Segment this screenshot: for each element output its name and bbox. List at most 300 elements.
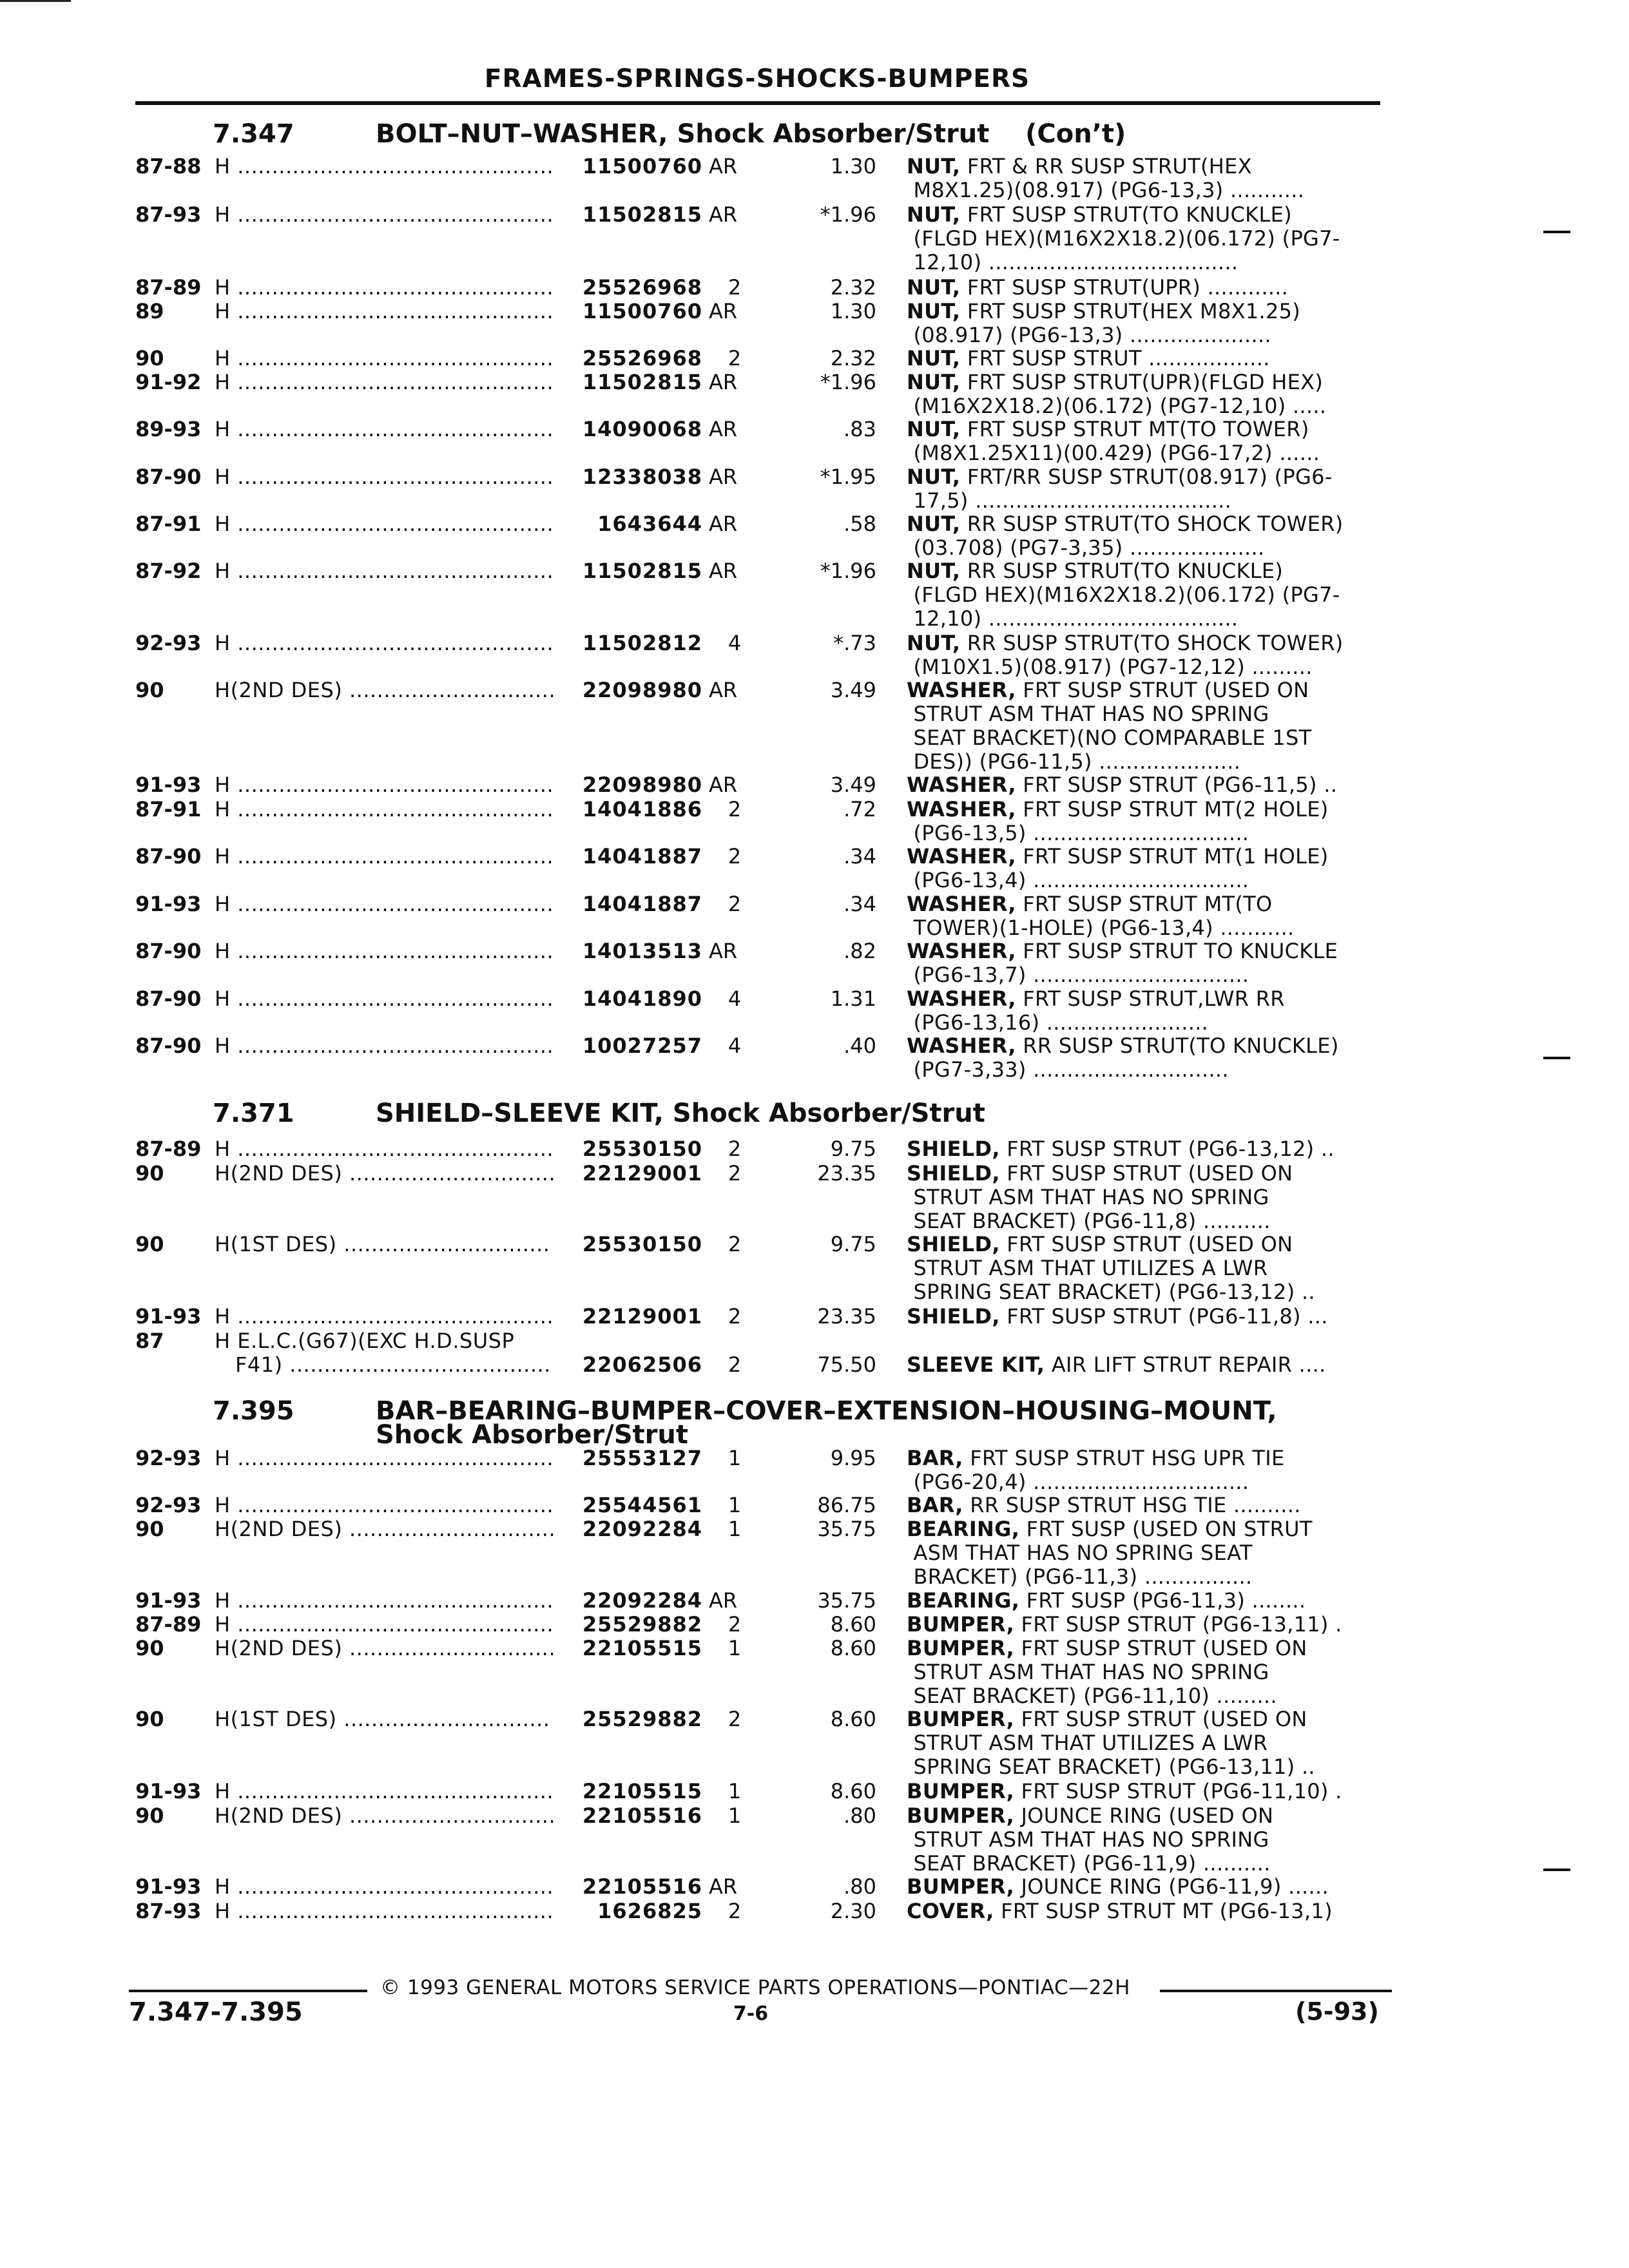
- price: *1.96: [820, 370, 876, 394]
- part-keyword: NUT,: [907, 299, 961, 323]
- description-line: SEAT BRACKET) (PG6-11,10) .........: [913, 1684, 1277, 1708]
- quantity: AR: [709, 1588, 738, 1613]
- part-description: [907, 1494, 1383, 1517]
- part-number: 22062506: [582, 1352, 702, 1377]
- quantity: AR: [709, 370, 738, 394]
- model-years: 87-93: [135, 1899, 202, 1923]
- description-line: (FLGD HEX)(M16X2X18.2)(06.172) (PG7-: [913, 226, 1340, 251]
- model-description: [215, 892, 564, 916]
- description-line: RR SUSP STRUT(TO KNUCKLE): [1023, 1033, 1339, 1058]
- part-keyword: WASHER,: [907, 844, 1016, 869]
- description-line: SEAT BRACKET) (PG6-11,8) ..........: [913, 1209, 1271, 1233]
- description-line: H E.L.C.(G67)(EXC H.D.SUSP: [215, 1329, 515, 1353]
- model-description: [215, 1233, 564, 1256]
- model-years: 87-90: [135, 1033, 202, 1058]
- description-line: H ..............................................: [215, 276, 554, 300]
- part-number: 25529882: [582, 1707, 702, 1731]
- part-keyword: NUT,: [907, 202, 961, 227]
- description-line: FRT SUSP STRUT ..................: [967, 346, 1270, 370]
- description-line: (03.708) (PG7-3,35) ....................: [913, 535, 1265, 560]
- description-line: H ..............................................: [215, 631, 554, 655]
- part-description: [907, 845, 1383, 892]
- description-line: (PG6-13,16) ........................: [913, 1010, 1209, 1035]
- part-keyword: WASHER,: [907, 797, 1016, 822]
- part-number: 22092284: [582, 1517, 702, 1541]
- model-description: [215, 939, 564, 963]
- section-title: BOLT–NUT–WASHER, Shock Absorber/Strut (Con’t): [376, 119, 1126, 149]
- model-years: 91-93: [135, 1874, 202, 1899]
- price: 1.31: [830, 986, 876, 1011]
- part-description: [907, 892, 1383, 940]
- quantity: 1: [728, 1517, 742, 1541]
- section-number: 7.347: [213, 119, 294, 149]
- model-years: 91-93: [135, 773, 202, 797]
- quantity: 2: [728, 1304, 742, 1329]
- description-line: H(2ND DES) ..............................: [215, 1637, 556, 1660]
- description-line: FRT SUSP STRUT(UPR) ............: [967, 275, 1289, 300]
- description-line: H ..............................................: [215, 845, 554, 869]
- part-description: [907, 678, 1383, 774]
- part-keyword: WASHER,: [907, 892, 1016, 916]
- description-line: FRT SUSP STRUT (PG6-11,10) .: [1021, 1779, 1342, 1803]
- description-line: H ..............................................: [215, 559, 554, 583]
- price: 8.60: [830, 1612, 876, 1637]
- model-years: 87-92: [135, 559, 202, 583]
- model-years: 91-93: [135, 1304, 202, 1329]
- description-line: FRT SUSP STRUT HSG UPR TIE: [970, 1446, 1285, 1470]
- description-line: FRT/RR SUSP STRUT(08.917) (PG6-: [967, 465, 1333, 489]
- price: 8.60: [830, 1779, 876, 1803]
- description-line: FRT SUSP STRUT,LWR RR: [1023, 986, 1285, 1011]
- quantity: 2: [728, 1161, 742, 1186]
- margin-tick: [1543, 1057, 1570, 1059]
- quantity: 2: [728, 1899, 742, 1923]
- price: .34: [843, 892, 876, 916]
- price: 3.49: [830, 773, 876, 797]
- part-keyword: BAR,: [907, 1493, 963, 1517]
- description-line: H ..............................................: [215, 1589, 554, 1613]
- part-keyword: NUT,: [907, 370, 961, 394]
- part-description: [907, 1637, 1383, 1708]
- price: 2.32: [830, 275, 876, 300]
- part-number: 22105516: [582, 1803, 702, 1828]
- quantity: AR: [709, 465, 738, 489]
- part-description: [907, 1517, 1383, 1589]
- description-line: (PG6-20,4) ................................: [913, 1470, 1249, 1494]
- quantity: 1: [728, 1493, 742, 1517]
- part-description: [907, 347, 1383, 370]
- part-number: 11500760: [582, 299, 702, 323]
- part-keyword: NUT,: [907, 346, 961, 370]
- quantity: 2: [728, 797, 742, 822]
- description-line: H ..............................................: [215, 1780, 554, 1803]
- part-description: [907, 773, 1383, 797]
- model-description: [215, 987, 564, 1011]
- model-description: [215, 798, 564, 822]
- description-line: (PG7-3,33) .............................: [913, 1057, 1229, 1082]
- quantity: AR: [709, 939, 738, 963]
- part-keyword: NUT,: [907, 559, 961, 583]
- part-keyword: NUT,: [907, 512, 961, 536]
- part-keyword: BEARING,: [907, 1517, 1020, 1541]
- part-keyword: BUMPER,: [907, 1874, 1015, 1899]
- part-description: [907, 798, 1383, 845]
- model-years: 87-90: [135, 465, 202, 489]
- part-number: 25526968: [582, 275, 702, 300]
- description-line: FRT SUSP STRUT (USED ON: [1007, 1232, 1293, 1256]
- part-number: 14041887: [582, 844, 702, 869]
- part-description: [907, 370, 1383, 418]
- model-description: [215, 1517, 564, 1541]
- model-years: 87-88: [135, 154, 202, 178]
- description-line: H ..............................................: [215, 370, 554, 394]
- part-number: 25530150: [582, 1137, 702, 1161]
- model-years: 90: [135, 1517, 164, 1541]
- part-description: [907, 512, 1383, 560]
- description-line: FRT SUSP STRUT (PG6-13,11) .: [1021, 1612, 1342, 1637]
- model-description: [215, 1899, 564, 1923]
- part-description: [907, 465, 1383, 513]
- model-description: [215, 1494, 564, 1517]
- model-years: 90: [135, 1232, 164, 1256]
- model-years: 90: [135, 678, 164, 702]
- description-line: RR SUSP STRUT(TO SHOCK TOWER): [967, 512, 1344, 536]
- quantity: 2: [728, 1612, 742, 1637]
- description-line: STRUT ASM THAT HAS NO SPRING: [913, 702, 1269, 726]
- part-description: [907, 155, 1383, 202]
- description-line: FRT & RR SUSP STRUT(HEX: [967, 154, 1252, 178]
- part-number: 11502815: [582, 370, 702, 394]
- model-description: [215, 1637, 564, 1660]
- part-description: [907, 1804, 1383, 1876]
- model-years: 92-93: [135, 1446, 202, 1470]
- description-line: 12,10) .....................................: [913, 606, 1239, 631]
- part-description: [907, 939, 1383, 987]
- quantity: 2: [728, 844, 742, 869]
- part-keyword: BUMPER,: [907, 1636, 1015, 1660]
- description-line: AIR LIFT STRUT REPAIR ....: [1051, 1352, 1326, 1377]
- quantity: 4: [728, 1033, 742, 1058]
- description-line: FRT SUSP STRUT (PG6-13,12) ..: [1007, 1137, 1335, 1161]
- description-line: FRT SUSP STRUT (PG6-11,8) ...: [1007, 1304, 1328, 1329]
- price: 9.95: [830, 1446, 876, 1470]
- description-line: H(1ST DES) ..............................: [215, 1233, 550, 1256]
- model-years: 91-93: [135, 1588, 202, 1613]
- description-line: TOWER)(1-HOLE) (PG6-13,4) ...........: [913, 916, 1295, 940]
- quantity: AR: [709, 417, 738, 441]
- footer-copyright: © 1993 GENERAL MOTORS SERVICE PARTS OPERATIONS—PONTIAC—22H: [380, 1976, 1130, 1999]
- part-number: 22105515: [582, 1636, 702, 1660]
- price: 86.75: [817, 1493, 876, 1517]
- description-line: STRUT ASM THAT HAS NO SPRING: [913, 1827, 1269, 1852]
- part-number: 11502815: [582, 202, 702, 227]
- description-line: H ..............................................: [215, 1305, 554, 1329]
- description-line: H(1ST DES) ..............................: [215, 1707, 550, 1731]
- part-number: 11502812: [582, 631, 702, 655]
- part-keyword: SHIELD,: [907, 1232, 1000, 1256]
- description-line: SEAT BRACKET) (PG6-11,9) ..........: [913, 1851, 1271, 1876]
- description-line: (M16X2X18.2)(06.172) (PG7-12,10) .....: [913, 394, 1327, 418]
- description-line: STRUT ASM THAT UTILIZES A LWR: [913, 1731, 1268, 1755]
- price: *.73: [833, 631, 876, 655]
- description-line: H ..............................................: [215, 1899, 554, 1923]
- section-subtitle: Shock Absorber/Strut: [376, 1420, 688, 1450]
- part-keyword: SHIELD,: [907, 1137, 1000, 1161]
- part-description: [907, 418, 1383, 465]
- part-number: 25553127: [582, 1446, 702, 1470]
- description-line: RR SUSP STRUT(TO SHOCK TOWER): [967, 631, 1344, 655]
- description-line: H ..............................................: [215, 1034, 554, 1058]
- model-description: [215, 1162, 564, 1186]
- part-number: 11500760: [582, 154, 702, 178]
- model-description: [215, 370, 564, 394]
- part-number: 14013513: [582, 939, 702, 963]
- price: *1.96: [820, 559, 876, 583]
- description-line: JOUNCE RING (PG6-11,9) ......: [1021, 1874, 1329, 1899]
- description-line: FRT SUSP STRUT MT(1 HOLE): [1023, 844, 1329, 869]
- model-description: [215, 631, 564, 655]
- description-line: M8X1.25)(08.917) (PG6-13,3) ...........: [913, 178, 1305, 202]
- description-line: 12,10) .....................................: [913, 250, 1239, 274]
- quantity: 2: [728, 346, 742, 370]
- price: .34: [843, 844, 876, 869]
- part-description: [907, 300, 1383, 347]
- part-description: [907, 203, 1383, 274]
- model-description: [215, 559, 564, 583]
- price: 2.30: [830, 1899, 876, 1923]
- part-keyword: WASHER,: [907, 1033, 1016, 1058]
- part-number: 14041886: [582, 797, 702, 822]
- description-line: H ..............................................: [215, 892, 554, 916]
- description-line: H ..............................................: [215, 512, 554, 536]
- description-line: FRT SUSP STRUT MT(TO TOWER): [967, 417, 1309, 441]
- model-years: 87-90: [135, 986, 202, 1011]
- description-line: (08.917) (PG6-13,3) .....................: [913, 323, 1271, 347]
- section-title: BAR–BEARING–BUMPER–COVER–EXTENSION–HOUSING–MOUNT, Shock Absorber/Strut: [376, 1396, 1277, 1450]
- description-line: H(2ND DES) ..............................: [215, 1162, 556, 1186]
- part-keyword: BEARING,: [907, 1588, 1020, 1613]
- part-keyword: NUT,: [907, 465, 961, 489]
- price: 1.30: [830, 299, 876, 323]
- model-years: 91-92: [135, 370, 202, 394]
- description-line: STRUT ASM THAT HAS NO SPRING: [913, 1660, 1269, 1684]
- price: .72: [843, 797, 876, 822]
- model-description: [215, 1613, 564, 1637]
- part-number: 10027257: [582, 1033, 702, 1058]
- part-number: 22129001: [582, 1161, 702, 1186]
- quantity: AR: [709, 678, 738, 702]
- price: .58: [843, 512, 876, 536]
- price: *1.95: [820, 465, 876, 489]
- description-line: FRT SUSP STRUT MT (PG6-13,1): [1001, 1899, 1333, 1923]
- price: 2.32: [830, 346, 876, 370]
- description-line: STRUT ASM THAT HAS NO SPRING: [913, 1185, 1269, 1209]
- part-number: 22129001: [582, 1304, 702, 1329]
- model-years: 87-91: [135, 797, 202, 822]
- description-line: (PG6-13,5) ................................: [913, 821, 1249, 845]
- model-description: [215, 1034, 564, 1058]
- description-line: H ..............................................: [215, 987, 554, 1011]
- part-keyword: BUMPER,: [907, 1779, 1015, 1803]
- description-line: FRT SUSP STRUT MT(TO: [1023, 892, 1273, 916]
- description-line: SEAT BRACKET)(NO COMPARABLE 1ST: [913, 726, 1312, 750]
- quantity: AR: [709, 202, 738, 227]
- quantity: 2: [728, 275, 742, 300]
- model-years: 87-93: [135, 202, 202, 227]
- model-years: 90: [135, 346, 164, 370]
- model-years: 87-91: [135, 512, 202, 536]
- part-keyword: WASHER,: [907, 773, 1016, 797]
- description-line: SPRING SEAT BRACKET) (PG6-13,12) ..: [913, 1280, 1315, 1304]
- part-keyword: SHIELD,: [907, 1161, 1000, 1186]
- description-line: H ..............................................: [215, 465, 554, 489]
- margin-tick: [1543, 1869, 1570, 1871]
- price: 23.35: [817, 1304, 876, 1329]
- model-years: 87-89: [135, 1137, 202, 1161]
- quantity: 2: [728, 1352, 742, 1377]
- part-keyword: NUT,: [907, 631, 961, 655]
- price: 75.50: [817, 1352, 876, 1377]
- quantity: 1: [728, 1779, 742, 1803]
- quantity: 2: [728, 892, 742, 916]
- quantity: 1: [728, 1636, 742, 1660]
- part-keyword: BUMPER,: [907, 1612, 1015, 1637]
- description-line: (PG6-13,4) ................................: [913, 868, 1249, 892]
- model-description: [215, 1137, 564, 1161]
- part-description: [907, 987, 1383, 1035]
- part-keyword: BAR,: [907, 1446, 963, 1470]
- quantity: 2: [728, 1707, 742, 1731]
- part-number: 22092284: [582, 1588, 702, 1613]
- description-line: H ..............................................: [215, 939, 554, 963]
- part-number: 25530150: [582, 1232, 702, 1256]
- description-line: FRT SUSP (PG6-11,3) ........: [1026, 1588, 1306, 1613]
- description-line: JOUNCE RING (USED ON: [1021, 1803, 1274, 1828]
- description-line: H ..............................................: [215, 1875, 554, 1899]
- model-years: 90: [135, 1161, 164, 1186]
- part-description: [907, 1780, 1383, 1803]
- part-number: 22098980: [582, 773, 702, 797]
- part-number: 14041887: [582, 892, 702, 916]
- description-line: RR SUSP STRUT HSG TIE ..........: [970, 1493, 1301, 1517]
- description-line: H ..............................................: [215, 347, 554, 370]
- model-description: [215, 203, 564, 227]
- model-years: 91-93: [135, 892, 202, 916]
- price: 1.30: [830, 154, 876, 178]
- section-note: (Con’t): [1025, 119, 1126, 149]
- description-line: FRT SUSP STRUT (USED ON: [1023, 678, 1309, 702]
- model-years: 89: [135, 299, 164, 323]
- part-number: 1626825: [597, 1899, 702, 1923]
- margin-tick: [1543, 231, 1570, 233]
- header-rule: [135, 101, 1380, 105]
- part-description: [907, 1613, 1383, 1637]
- model-description: [215, 678, 564, 702]
- price: .80: [843, 1803, 876, 1828]
- model-description: [215, 1329, 564, 1377]
- part-number: 14090068: [582, 417, 702, 441]
- model-description: [215, 1589, 564, 1613]
- model-years: 90: [135, 1803, 164, 1828]
- price: 35.75: [817, 1517, 876, 1541]
- section-number: 7.371: [213, 1099, 294, 1128]
- footer-rule: [1160, 1990, 1392, 1992]
- model-description: [215, 300, 564, 323]
- model-description: [215, 1707, 564, 1731]
- model-years: 87: [135, 1329, 164, 1353]
- part-keyword: WASHER,: [907, 678, 1016, 702]
- part-description: [907, 1589, 1383, 1613]
- part-description: [907, 1233, 1383, 1304]
- part-description: [907, 1446, 1383, 1494]
- price: 9.75: [830, 1232, 876, 1256]
- model-description: [215, 465, 564, 489]
- quantity: AR: [709, 1874, 738, 1899]
- quantity: 1: [728, 1446, 742, 1470]
- model-description: [215, 1804, 564, 1828]
- part-number: 25529882: [582, 1612, 702, 1637]
- part-description: [907, 1305, 1383, 1329]
- description-line: FRT SUSP STRUT TO KNUCKLE: [1023, 939, 1338, 963]
- description-line: H ..............................................: [215, 155, 554, 178]
- description-line: (M10X1.5)(08.917) (PG7-12,12) .........: [913, 655, 1313, 679]
- quantity: AR: [709, 154, 738, 178]
- description-line: FRT SUSP STRUT MT(2 HOLE): [1023, 797, 1329, 822]
- description-line: FRT SUSP STRUT(UPR)(FLGD HEX): [967, 370, 1324, 394]
- description-line: BRACKET) (PG6-11,3) ................: [913, 1564, 1253, 1589]
- description-line: F41) ......................................: [215, 1352, 551, 1377]
- description-line: (FLGD HEX)(M16X2X18.2)(06.172) (PG7-: [913, 582, 1340, 607]
- model-description: [215, 773, 564, 797]
- description-line: H(2ND DES) ..............................: [215, 1517, 556, 1541]
- part-number: 22098980: [582, 678, 702, 702]
- part-description: [907, 631, 1383, 679]
- description-line: (PG6-13,7) ................................: [913, 963, 1249, 987]
- description-line: H ..............................................: [215, 1446, 554, 1470]
- description-line: FRT SUSP STRUT (USED ON: [1007, 1161, 1293, 1186]
- part-keyword: WASHER,: [907, 986, 1016, 1011]
- quantity: 4: [728, 631, 742, 655]
- quantity: AR: [709, 299, 738, 323]
- model-description: [215, 1875, 564, 1899]
- section-title: SHIELD–SLEEVE KIT, Shock Absorber/Strut: [376, 1099, 985, 1128]
- part-number: 25526968: [582, 346, 702, 370]
- description-line: H(2ND DES) ..............................: [215, 1804, 556, 1828]
- model-description: [215, 1446, 564, 1470]
- part-description: [907, 1034, 1383, 1082]
- part-description: [907, 559, 1383, 631]
- part-number: 22105515: [582, 1779, 702, 1803]
- model-description: [215, 1780, 564, 1803]
- price: .83: [843, 417, 876, 441]
- part-number: 12338038: [582, 465, 702, 489]
- quantity: AR: [709, 559, 738, 583]
- price: .40: [843, 1033, 876, 1058]
- description-line: FRT SUSP STRUT(HEX M8X1.25): [967, 299, 1301, 323]
- price: 8.60: [830, 1636, 876, 1660]
- model-years: 87-89: [135, 1612, 202, 1637]
- footer-section-range: 7.347-7.395: [129, 1997, 303, 2027]
- model-years: 87-90: [135, 844, 202, 869]
- description-line: H(2ND DES) ..............................: [215, 678, 556, 702]
- model-description: [215, 347, 564, 370]
- description-line: 17,5) ......................................: [913, 488, 1232, 513]
- description-line: H ..............................................: [215, 1137, 554, 1161]
- quantity: 2: [728, 1137, 742, 1161]
- description-line: RR SUSP STRUT(TO KNUCKLE): [967, 559, 1284, 583]
- part-keyword: BUMPER,: [907, 1707, 1015, 1731]
- model-years: 91-93: [135, 1779, 202, 1803]
